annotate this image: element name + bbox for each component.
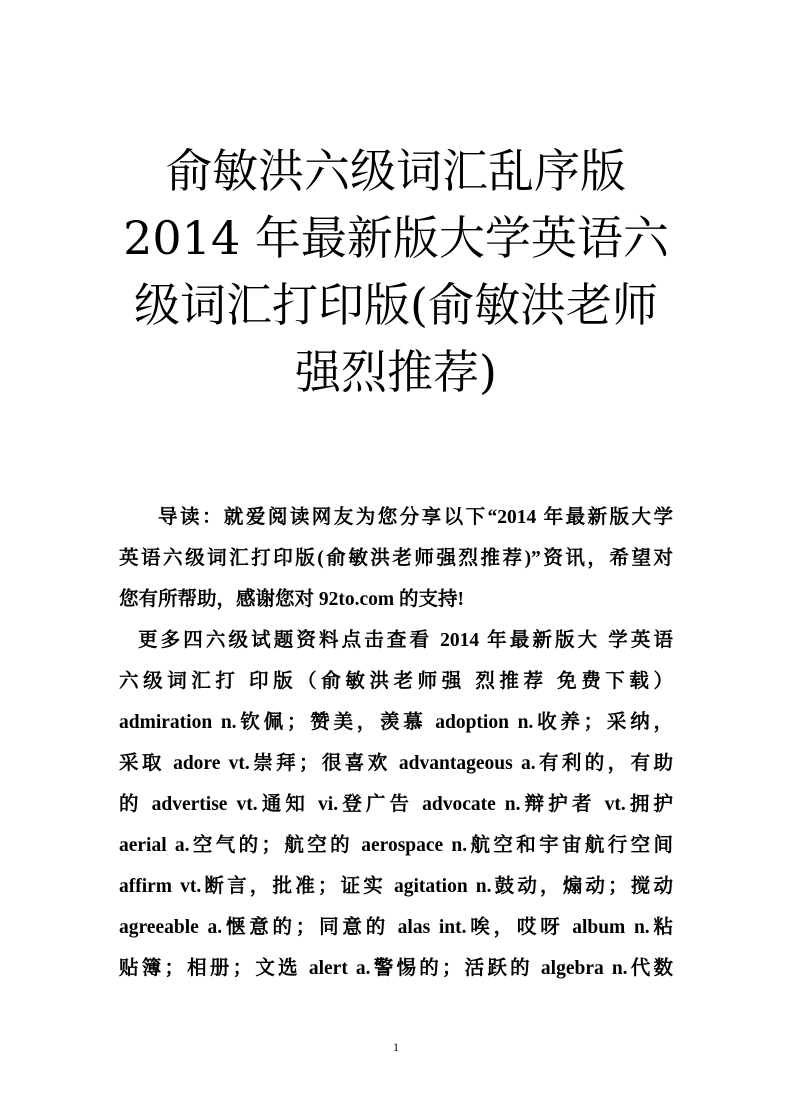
content-line-2: 六级词汇打 印版（俞敏洪老师强 烈推荐 免费下载） [119, 671, 673, 692]
title-line-4: 强烈推荐) [295, 345, 497, 399]
intro-paragraph [119, 497, 673, 620]
document-title [100, 138, 692, 406]
content-line-7: affirm vt.断言，批准；证实 agitation n.鼓动，煽动；搅动 [119, 876, 673, 897]
title-line-3: 级词汇打印版(俞敏洪老师 [134, 278, 658, 332]
vocabulary-paragraph [119, 620, 673, 989]
content-line-1: 更多四六级试题资料点击查看 2014 年最新版大 学英语 [138, 630, 673, 651]
title-line-2: 2014 年最新版大学英语六 [123, 211, 669, 265]
intro-line-2: 英语六级词汇打印版(俞敏洪老师强烈推荐)”资讯，希望对 [119, 548, 673, 569]
intro-line-1: 导读：就爱阅读网友为您分享以下“2014 年最新版大学 [158, 507, 673, 528]
content-line-5: 的 advertise vt.通知 vi.登广告 advocate n.辩护者 vt.拥护 [119, 794, 673, 815]
content-line-9: 贴簿；相册；文选 alert a.警惕的；活跃的 algebra n.代数 [119, 958, 673, 979]
content-line-6: aerial a.空气的；航空的 aerospace n.航空和宇宙航行空间 [119, 835, 673, 856]
content-line-4: 采取 adore vt.崇拜；很喜欢 advantageous a.有利的，有助 [119, 753, 673, 774]
title-line-1: 俞敏洪六级词汇乱序版 [166, 144, 626, 198]
content-line-8: agreeable a.惬意的；同意的 alas int.唉，哎呀 album n.粘 [119, 917, 673, 938]
intro-line-3: 您有所帮助，感谢您对 92to.com 的支持! [119, 589, 465, 610]
content-line-3: admiration n.钦佩；赞美，羡慕 adoption n.收养；采纳， [119, 712, 673, 733]
page-number: 1 [393, 1040, 399, 1054]
